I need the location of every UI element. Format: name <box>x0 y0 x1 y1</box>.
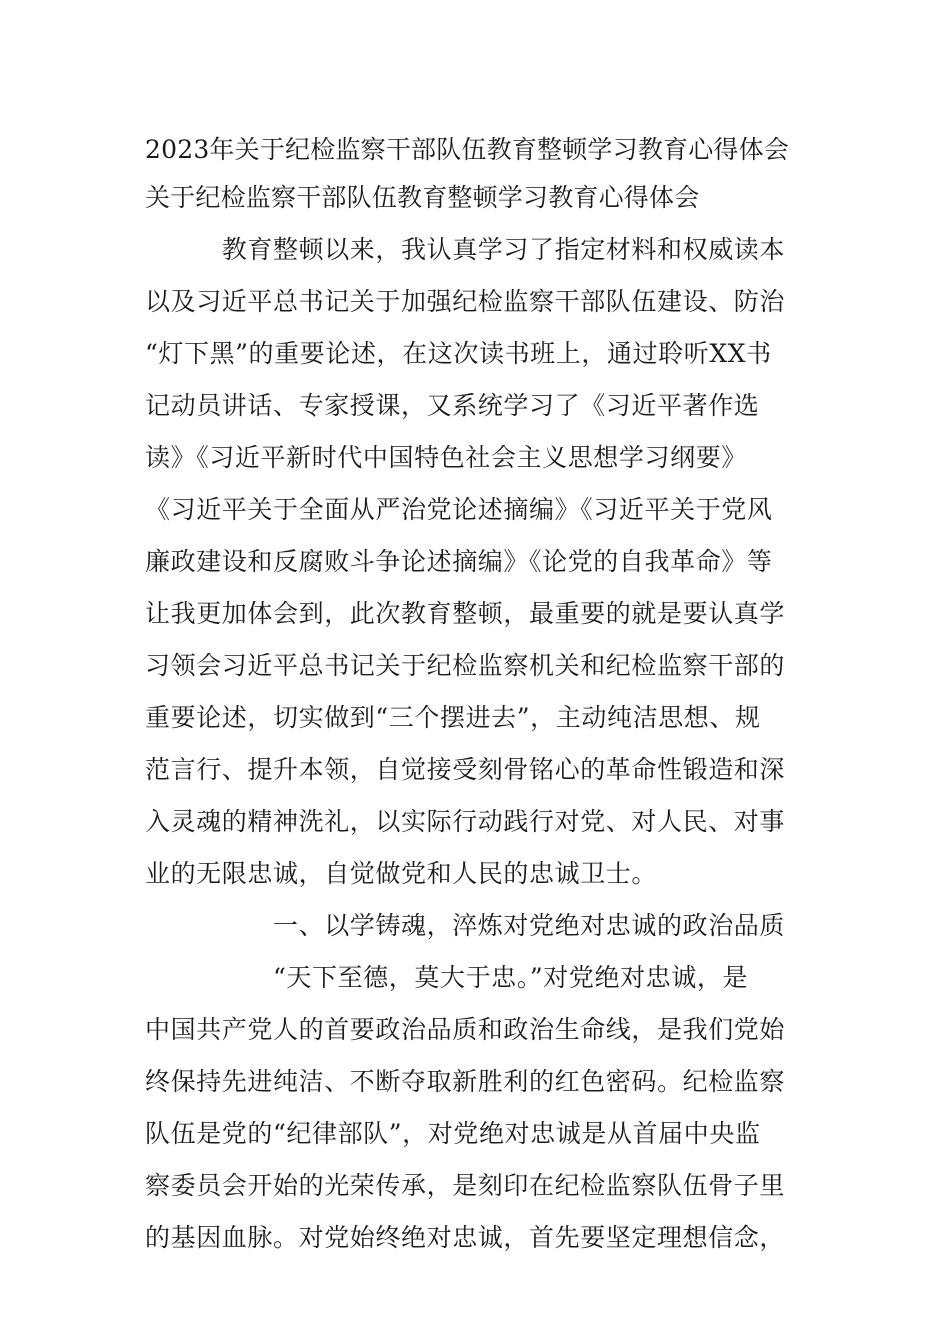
paragraph-line: “灯下黑”的重要论述，在这次读书班上，通过聆听XX书 <box>145 339 772 368</box>
paragraph-line: 读》《习近平新时代中国特色社会主义思想学习纲要》 <box>145 443 747 472</box>
paragraph-line: 《习近平关于全面从严治党论述摘编》《习近平关于党风 <box>145 495 773 524</box>
paragraph-line: 教育整顿以来，我认真学习了指定材料和权威读本 <box>145 235 786 264</box>
section-heading: 一、以学铸魂，淬炼对党绝对忠诚的政治品质 <box>145 911 786 940</box>
paragraph-line: 习领会习近平总书记关于纪检监察机关和纪检监察干部的 <box>145 651 786 680</box>
document-subtitle: 关于纪检监察干部队伍教育整顿学习教育心得体会 <box>145 183 700 212</box>
paragraph-line: 入灵魂的精神洗礼，以实际行动践行对党、对人民、对事 <box>145 807 786 836</box>
paragraph-line: 范言行、提升本领，自觉接受刻骨铭心的革命性锻造和深 <box>145 755 786 784</box>
paragraph-line: 以及习近平总书记关于加强纪检监察干部队伍建设、防治 <box>145 287 786 316</box>
paragraph-line: 队伍是党的“纪律部队”，对党绝对忠诚是从首届中央监 <box>145 1119 761 1148</box>
paragraph-line: 记动员讲话、专家授课，又系统学习了《习近平著作选 <box>145 391 760 420</box>
paragraph-line: 重要论述，切实做到“三个摆进去”，主动纯洁思想、规 <box>145 703 761 732</box>
paragraph-line: 终保持先进纯洁、不断夺取新胜利的红色密码。纪检监察 <box>145 1067 786 1096</box>
document-title: 2023年关于纪检监察干部队伍教育整顿学习教育心得体会 <box>145 135 790 164</box>
paragraph-line: 的基因血脉。对党始终绝对忠诚，首先要坚定理想信念， <box>145 1223 786 1252</box>
paragraph-line: 让我更加体会到，此次教育整顿，最重要的就是要认真学 <box>145 599 786 628</box>
paragraph-line: 中国共产党人的首要政治品质和政治生命线，是我们党始 <box>145 1015 786 1044</box>
paragraph-line: “天下至德，莫大于忠。”对党绝对忠诚，是 <box>145 963 749 992</box>
paragraph-line: 业的无限忠诚，自觉做党和人民的忠诚卫士。 <box>145 859 658 888</box>
paragraph-line: 察委员会开始的光荣传承，是刻印在纪检监察队伍骨子里 <box>145 1171 786 1200</box>
paragraph-line: 廉政建设和反腐败斗争论述摘编》《论党的自我革命》等 <box>145 547 773 576</box>
